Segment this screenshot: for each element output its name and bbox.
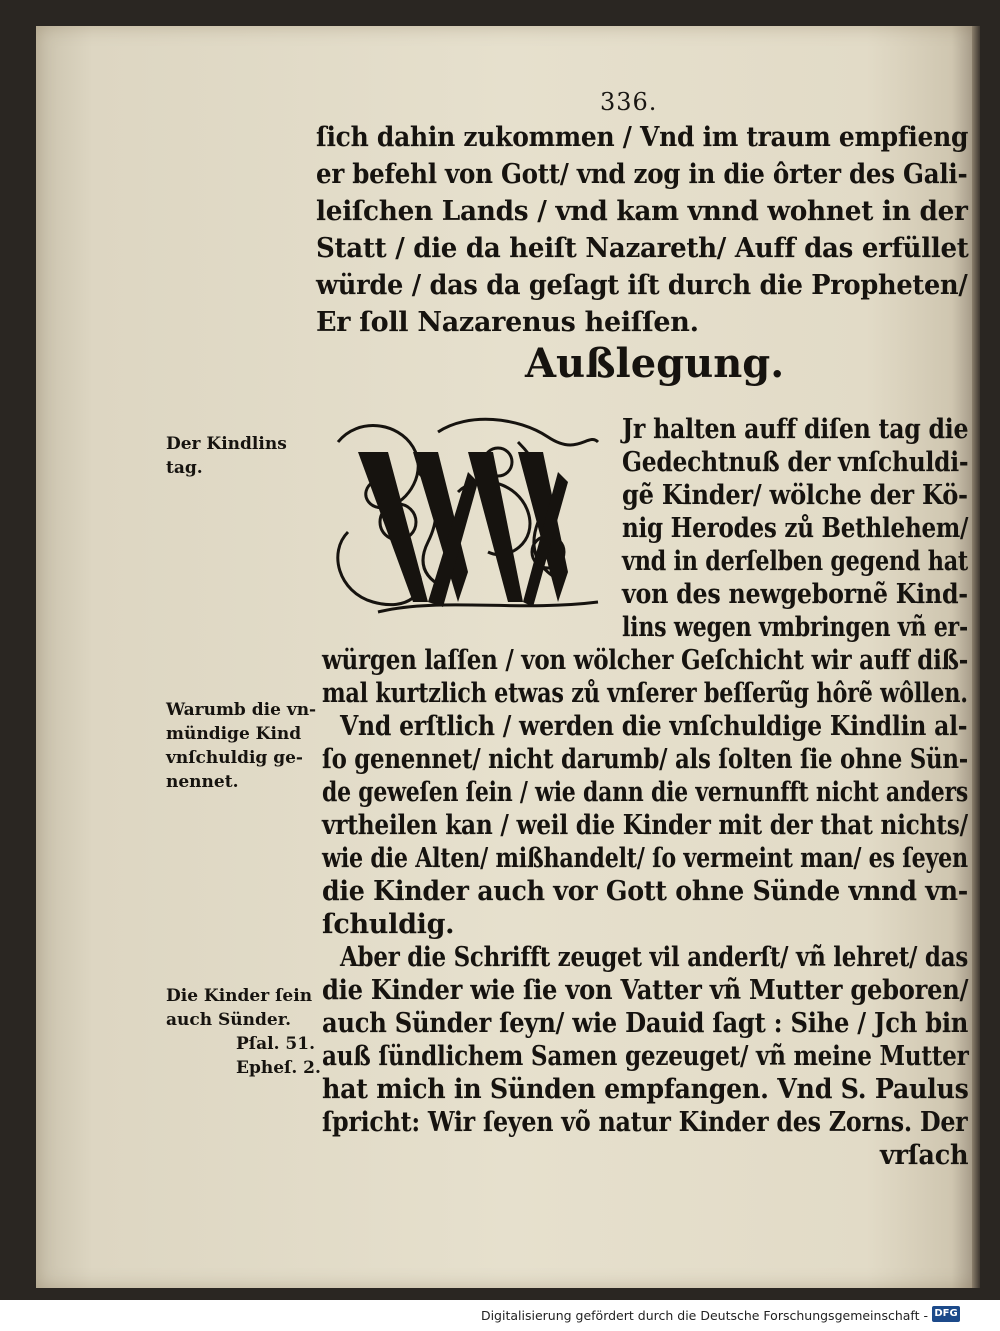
body-line: die Kinder auch vor Gott ohne Sünde vnnd vn- (322, 876, 969, 907)
page-edge (972, 26, 980, 1288)
body-line: vnd in derſelben gegend hat (622, 546, 968, 577)
margin-note-line: nennet. (166, 772, 239, 792)
margin-note-line: vnſchuldig ge- (166, 748, 303, 768)
body-line: Statt / die da heiſt Nazareth/ Auff das erfüllet (316, 233, 969, 264)
body-line: würde / das da geſagt iſt durch die Propheten/ (316, 270, 968, 301)
body-line: hat mich in Sünden empfangen. Vnd S. Paulus (322, 1074, 969, 1105)
body-line: würgen laſſen / von wölcher Geſchicht wir auff diß- (322, 645, 969, 676)
body-line: er befehl von Gott/ vnd zog in die ôrter des Gali- (316, 159, 968, 190)
body-line: auß ſündlichem Samen gezeuget/ vñ meine Mutter (322, 1041, 969, 1072)
body-line: ſich dahin zukommen / Vnd im traum empfieng (316, 122, 969, 153)
body-line: von des newgebornẽ Kind- (622, 579, 968, 610)
margin-note-line: Die Kinder ſein (166, 986, 313, 1006)
body-line: gẽ Kinder/ wölche der Kö- (622, 480, 968, 511)
body-line: lins wegen vmbringen vñ er- (622, 612, 968, 643)
catchword: vrſach (880, 1140, 969, 1171)
margin-note-line: auch Sünder. (166, 1010, 292, 1030)
body-line: Er ſoll Nazarenus heiſſen. (316, 307, 699, 338)
body-line: Vnd erſtlich / werden die vnſchuldige Kindlin al- (340, 711, 968, 742)
margin-note-warumb (166, 698, 316, 794)
margin-note-kindlins-tag (166, 432, 287, 480)
margin-note-line: tag. (166, 458, 203, 478)
body-line: Gedechtnuß der vnſchuldi- (622, 447, 969, 478)
decorated-initial (318, 412, 608, 622)
margin-note-line: Warumb die vn- (166, 700, 317, 720)
margin-note-suender (166, 984, 312, 1032)
body-line: wie die Alten/ mißhandelt/ ſo vermeint man/ es ſeyen (322, 843, 968, 874)
margin-note-line: Epheſ. 2. (236, 1058, 321, 1078)
body-line: ſpricht: Wir ſeyen võ natur Kinder des Zorns. Der (322, 1107, 968, 1138)
body-line: mal kurtzlich etwas zů vnſerer beſſerũg hôrẽ wôllen. (322, 678, 968, 709)
body-line: ſchuldig. (322, 909, 455, 940)
page-number: 336. (600, 88, 658, 116)
body-line: auch Sünder ſeyn/ wie Dauid ſagt : Sihe / Jch bin (322, 1008, 969, 1039)
footer-credit: Digitalisierung gefördert durch die Deutsche Forschungsgemeinschaft - (480, 1308, 928, 1323)
body-line: Jr halten auff diſen tag die (622, 414, 969, 445)
margin-note-line: mündige Kind (166, 724, 302, 744)
margin-note-refs (236, 1032, 321, 1080)
body-line: leiſchen Lands / vnd kam vnnd wohnet in der (316, 196, 968, 227)
body-line: Aber die Schrifft zeuget vil anderſt/ vñ lehret/ das (340, 942, 969, 973)
body-line: nig Herodes zů Bethlehem/ (622, 513, 969, 544)
ornament-initial-w-icon (318, 412, 608, 622)
margin-note-line: Pſal. 51. (236, 1034, 315, 1054)
body-line: de geweſen ſein / wie dann die vernunfft nicht anders (322, 777, 968, 808)
body-line: ſo genennet/ nicht darumb/ als ſolten ſie ohne Sün- (322, 744, 969, 775)
body-line: die Kinder wie ſie von Vatter vñ Mutter geboren/ (322, 975, 969, 1006)
margin-note-line: Der Kindlins (166, 434, 287, 454)
dfg-logo-icon: DFG (932, 1306, 960, 1322)
section-heading: Außlegung. (525, 340, 785, 387)
body-line: vrtheilen kan / weil die Kinder mit der that nichts/ (322, 810, 968, 841)
